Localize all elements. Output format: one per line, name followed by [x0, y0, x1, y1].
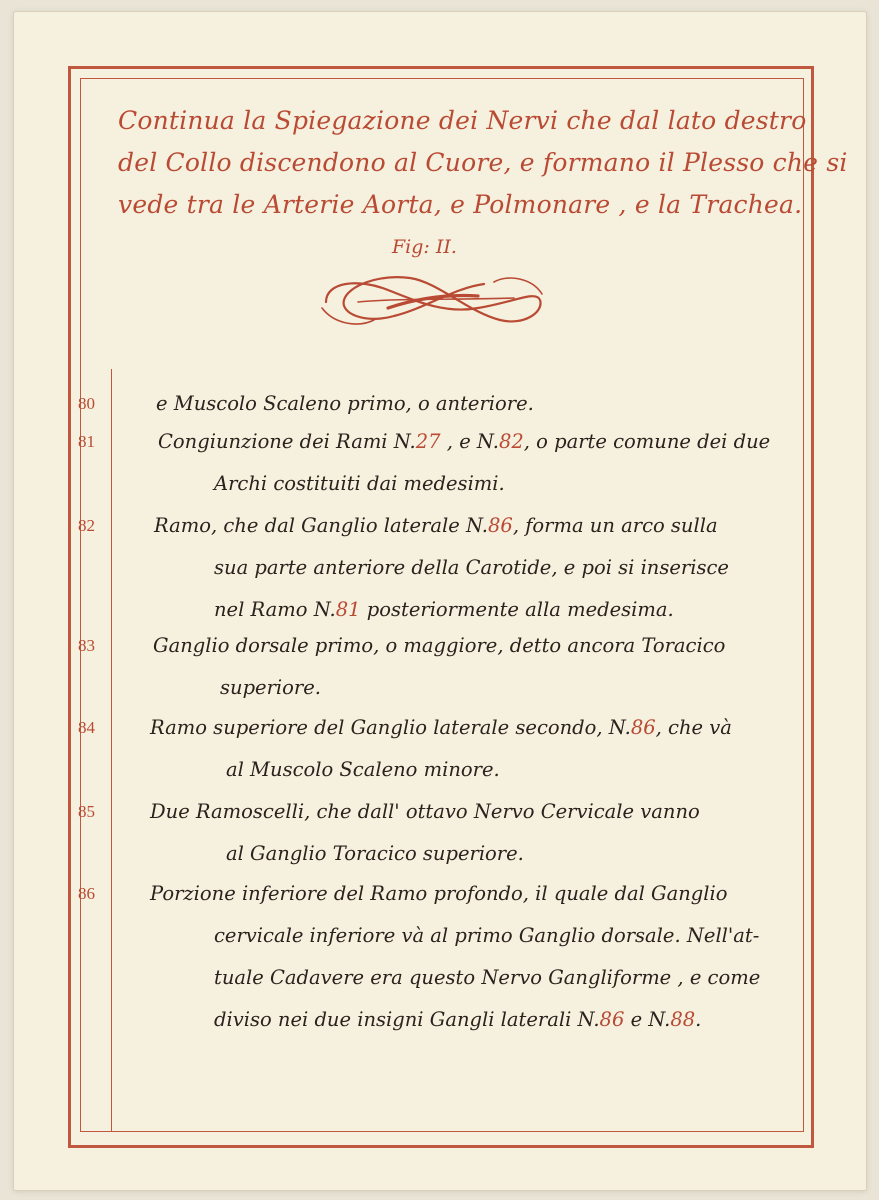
reference-number: 88: [670, 1008, 696, 1031]
figure-reference: Fig: II.: [392, 236, 457, 258]
entry-text-line: [158, 430, 770, 454]
entry-number: 80: [78, 394, 95, 413]
entry-text: tuale Cadavere era questo Nervo Gangliforme , e come: [214, 966, 761, 989]
entry-number: 84: [78, 718, 95, 737]
entry-text: , che và: [655, 716, 732, 739]
entry-text: Due Ramoscelli, che dall' ottavo Nervo Cervicale vanno: [150, 800, 700, 823]
entry-text-line: [153, 634, 725, 658]
entry-number: 82: [78, 516, 95, 535]
entry-text-line: [214, 924, 759, 948]
entry-text: diviso nei due insigni Gangli laterali N.: [214, 1008, 600, 1031]
reference-number: 86: [630, 716, 656, 739]
title-line: Continua la Spiegazione dei Nervi che dal lato destro: [118, 106, 807, 135]
entry-text: al Muscolo Scaleno minore.: [226, 758, 500, 781]
entry-text: .: [695, 1008, 702, 1031]
entry-text-line: [150, 716, 732, 740]
entry-text-line: [226, 842, 524, 866]
reference-number: 86: [487, 514, 513, 537]
reference-number: 27: [415, 430, 441, 453]
entry-number: 85: [78, 802, 95, 821]
entry-number: 83: [78, 636, 95, 655]
entry-text: Ganglio dorsale primo, o maggiore, detto ancora Toracico: [153, 634, 726, 657]
entry-text: Congiunzione dei Rami N.: [158, 430, 416, 453]
entry-text: Ramo, che dal Ganglio laterale N.: [154, 514, 488, 537]
entry-text: al Ganglio Toracico superiore.: [226, 842, 524, 865]
entry-text: Archi costituiti dai medesimi.: [214, 472, 505, 495]
entry-number: 81: [78, 432, 95, 451]
reference-number: 81: [335, 598, 361, 621]
entry-text-line: [154, 514, 718, 538]
entry-text-line: [214, 556, 729, 580]
title-line: del Collo discendono al Cuore, e formano il Plesso che si: [118, 148, 848, 177]
entry-text: e Muscolo Scaleno primo, o anteriore.: [156, 392, 534, 415]
entry-text: posteriormente alla medesima.: [360, 598, 674, 621]
entry-text-line: [220, 676, 321, 700]
entry-text: nel Ramo N.: [214, 598, 336, 621]
entry-text: Ramo superiore del Ganglio laterale secondo, N.: [150, 716, 631, 739]
entry-number: 86: [78, 884, 95, 903]
entry-text: sua parte anteriore della Carotide, e poi si inserisce: [214, 556, 729, 579]
title-line: vede tra le Arterie Aorta, e Polmonare , e la Trachea.: [118, 190, 803, 219]
reference-number: 86: [599, 1008, 625, 1031]
entry-text-line: [214, 472, 505, 496]
entry-text: , forma un arco sulla: [512, 514, 718, 537]
flourish-ornament-icon: [318, 268, 546, 332]
entry-text: , o parte comune dei due: [523, 430, 771, 453]
entry-text-line: [156, 392, 534, 416]
entry-text-line: [150, 882, 728, 906]
entry-text: cervicale inferiore và al primo Ganglio dorsale. Nell'at-: [214, 924, 760, 947]
entry-text-line: [150, 800, 700, 824]
entry-text-line: [214, 598, 674, 622]
entry-text-line: [214, 966, 760, 990]
entry-text: Porzione inferiore del Ramo profondo, il quale dal Ganglio: [150, 882, 728, 905]
margin-rule: [111, 369, 112, 1132]
entry-text: superiore.: [220, 676, 321, 699]
reference-number: 82: [498, 430, 524, 453]
entry-text: e N.: [624, 1008, 671, 1031]
page-title: [118, 100, 848, 226]
entry-text: , e N.: [440, 430, 499, 453]
entry-text-line: [214, 1008, 701, 1032]
entry-text-line: [226, 758, 500, 782]
